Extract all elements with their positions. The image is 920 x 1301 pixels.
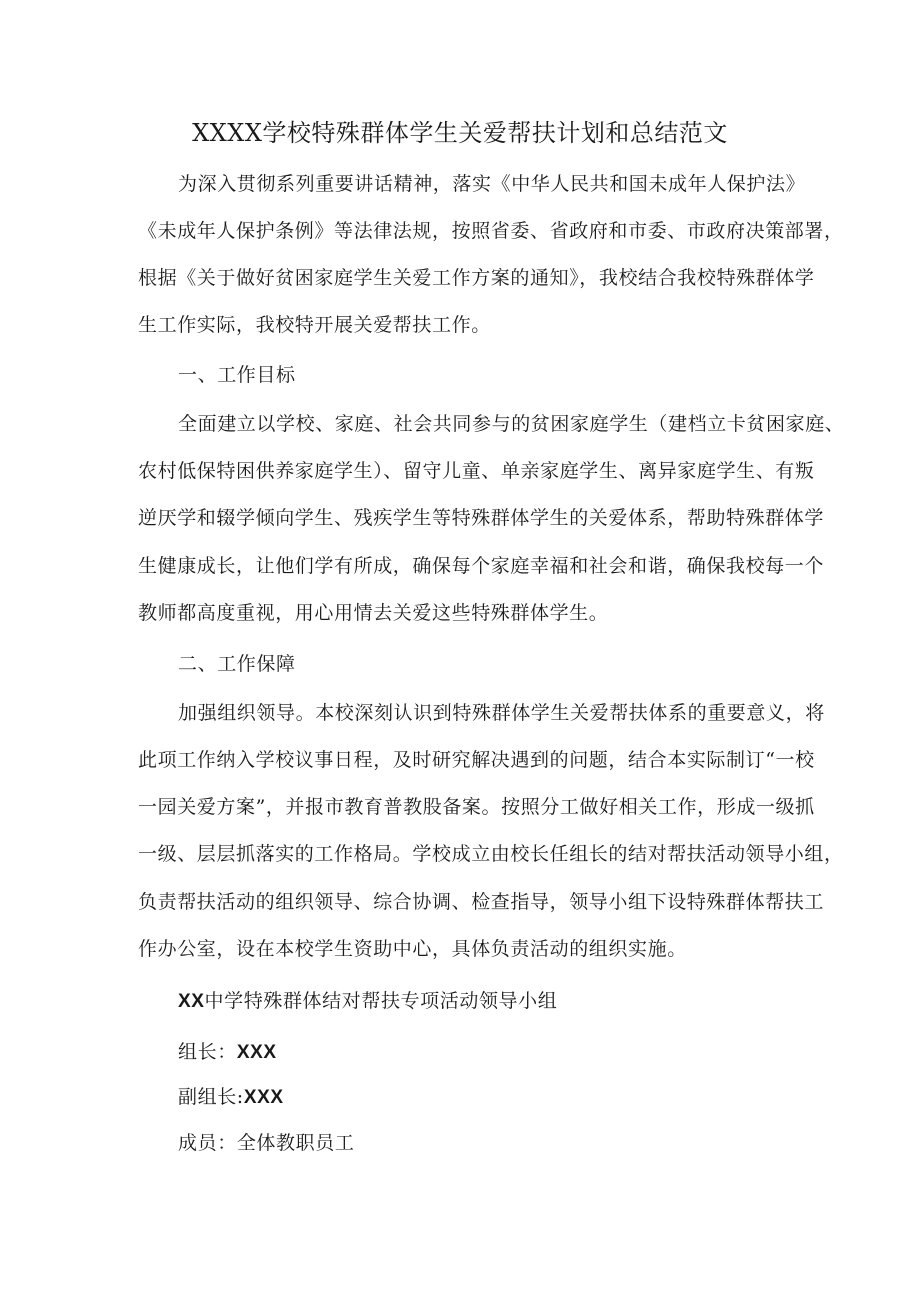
members-label: 成员： [178,1132,237,1154]
group-leader [178,1038,788,1067]
intro-line-3: 根据《关于做好贫困家庭学生关爱工作方案的通知》，我校结合我校特殊群体学 [138,267,815,289]
goals-line-1: 全面建立以学校、家庭、社会共同参与的贫困家庭学生（建档立卡贫困家庭、 [178,413,845,435]
guarantee-line-1: 加强组织领导。本校深刻认识到特殊群体学生关爱帮扶体系的重要意义，将 [178,702,825,724]
intro-line-4: 生工作实际，我校特开展关爱帮扶工作。 [138,314,491,336]
deputy-value: XXX [243,1087,284,1108]
guarantee-line-4: 一级、层层抓落实的工作格局。学校成立由校长任组长的结对帮扶活动领导小组， [138,843,844,865]
goals-line-5: 教师都高度重视，用心用情去关爱这些特殊群体学生。 [138,602,609,624]
goals-line-3: 逆厌学和辍学倾向学生、残疾学生等特殊群体学生的关爱体系，帮助特殊群体学 [138,507,825,529]
section-heading-goals: 一、工作目标 [178,364,296,386]
group-title-prefix: XX [178,991,205,1012]
intro-line-2: 《未成年人保护条例》等法律法规，按照省委、省政府和市委、市政府决策部署， [138,220,844,242]
goals-line-4: 生健康成长，让他们学有所成，确保每个家庭幸福和社会和谐，确保我校每一个 [138,555,825,577]
guarantee-line-5: 负责帮扶活动的组织领导、综合协调、检查指导，领导小组下设特殊群体帮扶工 [138,891,825,913]
group-title [178,987,788,1016]
guarantee-line-6: 作办公室，设在本校学生资助中心，具体负责活动的组织实施。 [138,938,687,960]
group-members [178,1129,788,1157]
group-title-text: 中学特殊群体结对帮扶专项活动领导小组 [204,990,558,1012]
group-deputy [178,1083,788,1112]
document-title: XXXX学校特殊群体学生关爱帮扶计划和总结范文 [192,119,728,147]
deputy-label: 副组长: [178,1086,244,1108]
goals-line-2: 农村低保特困供养家庭学生）、留守儿童、单亲家庭学生、离异家庭学生、有叛 [138,460,815,482]
guarantee-line-3: 一园关爱方案”，并报市教育普教股备案。按照分工做好相关工作，形成一级抓 [138,796,815,818]
guarantee-line-2: 此项工作纳入学校议事日程，及时研究解决遇到的问题，结合本实际制订“一校 [138,749,815,771]
leader-value: XXX [236,1042,277,1063]
intro-line-1: 为深入贯彻系列重要讲话精神，落实《中华人民共和国未成年人保护法》 [178,173,806,195]
leader-label: 组长： [178,1041,237,1063]
section-heading-guarantee: 二、工作保障 [178,653,296,675]
members-value: 全体教职员工 [236,1132,355,1154]
